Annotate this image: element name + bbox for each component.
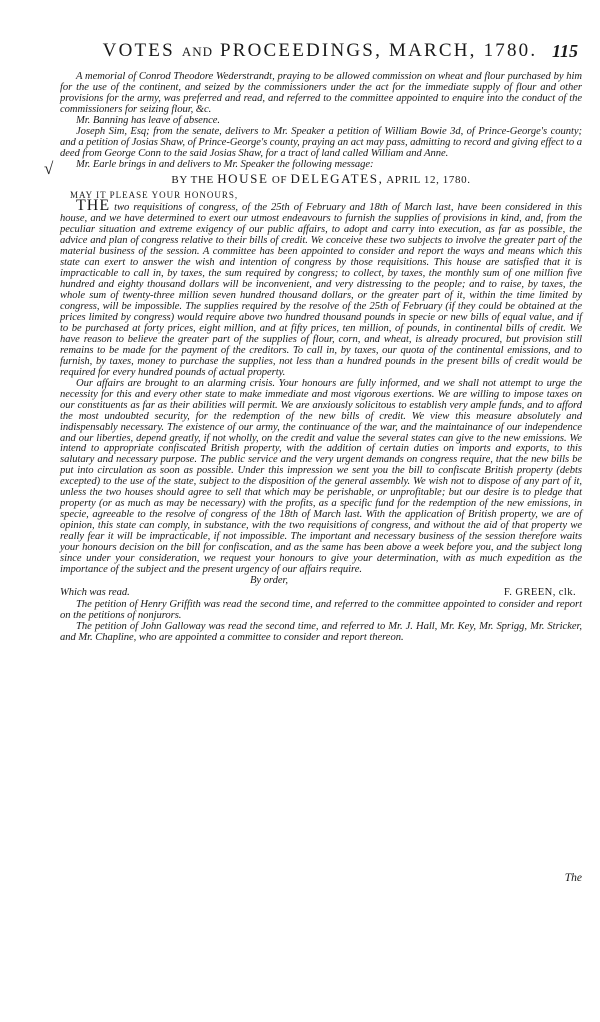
message-paragraph-2: Our affairs are brought to an alarming crisis. Your honours are fully informed, and we shall not attempt to urge the necessity for this and every other state to make immediate and most vigorous exertions. We are willing to impose taxes on our constituents as far as their abilities will permit. We are anxiously solicitous to establish very ample funds, and to afford the most undoubted security, for the redemption of the new bills of credit. We view this measure absolutely and indispensably necessary. The existence of our army, the continuance of the war, and the maintainance of our independence and our liberties, depend greatly, if not wholly, on the credit and value the several states can give to the new emissions. We intend to appropriate confiscated British property, with the addition of certain duties on imports and exports, to this salutary and necessary purpose. The public service and the very urgent demands on congress require, that the new bills be put into circulation as soon as possible. Under this impression we sent you the bill to confiscate British property (debts excepted) to the use of the state, subject to the disposition of the general assembly. We wish not to dispose of any part of it, unless the two houses should agree to sell that which may be perishable, or unprofitable; but our desire is to pledge that property (or as much as may be necessary) with the profits, as a specific fund for the redemption of the new emissions, in specie, agreeable to the resolve of congress of the 18th of March last. With the application of British property, we are of opinion, this state can comply, in substance, with the two requisitions of congress, and without the aid of that property we really fear it will be impracticable, if not impossible. The important and necessary business of the session therefore waits your honours decision on the bill for confiscation, and as the same has been above a week before you, and the subject long since under your consideration, we request your honours to give your determination, with as much expedition as the importance of the subject and the present urgency of our affairs require. [60,377,582,575]
message-of: OF [271,173,288,186]
clerk-signature: F. GREEN, clk. [503,586,576,598]
salutation: MAY IT PLEASE YOUR HONOURS, [70,189,239,200]
message-by-the: BY THE [171,173,214,186]
message-house: HOUSE [217,170,269,186]
running-date: MARCH, 1780. [388,40,538,61]
paragraph-memorial: A memorial of Conrod Theodore Wederstrandt, praying to be allowed commission on wheat and flour purchased by him for the use of the continent, and seized by the commissioners under the act for the immediate supply of flour and other provisions for the army, was preferred and read, and referred to the committee appointed to enquire into the conduct of the commissioners for seizing flour, &c. [60,71,582,115]
paragraph-griffith-petition: The petition of Henry Griffith was read the second time, and referred to the committee appointed to consider and report on the petitions of nonjurors. [60,598,582,621]
message-date: APRIL 12, 1780. [386,173,471,186]
running-title [100,40,540,62]
which-was-read: Which was read. [60,586,130,598]
paragraph-senate-petition: Joseph Sim, Esq; from the senate, delivers to Mr. Speaker a petition of William Bowie 3d, of Prince-George's county; and a petition of Josias Shaw, of Prince-George's county, praying an act may pass, admitting to record and giving effect to a deed from George Conn to the said Josias Shaw, for a tract of land called William and Anne. [60,125,582,159]
paragraph-leave: Mr. Banning has leave of absence. [76,114,220,126]
paragraph-galloway-petition: The petition of John Galloway was read the second time, and referred to Mr. J. Hall, Mr. Key, Mr. Sprigg, Mr. Stricker, and Mr. Chapline, who are appointed a committee to consider and report thereon. [60,620,582,643]
check-mark: √ [44,158,54,178]
drop-cap: THE [76,197,111,215]
paragraph-message-intro: Mr. Earle brings in and delivers to Mr. Speaker the following message: [76,158,374,170]
catchword: The [564,872,582,884]
title-votes: VOTES [102,40,175,61]
by-order: By order, [250,574,288,586]
message-delegates: DELEGATES, [290,170,384,186]
message-paragraph-1 [60,197,582,378]
title-proceedings: PROCEEDINGS, [219,40,383,61]
message-paragraph-1-text: two requisitions of congress, of the 25th of February and 18th of March last, have been considered in this house, and we have determined to exert our utmost endeavours to furnish the supplies of provisions in kind, and, from the peculiar situation and extreme exigency of our public affairs, to adopt and carry into execution, as far as possible, the advice and plan of congress relative to their bills of credit. We conceive these two subjects to involve the greater part of the material business of the session. A committee has been appointed to consider and report the ways and means which this state can exert to answer the wish and intention of congress by those requisitions. This house are satisfied that it is impracticable to call in, by taxes, the sum required by congress; to collect, by taxes, the monthly sum of one million five hundred and eighty thousand dollars will be inconvenient, and very distressing to the people; and to raise, by taxes, the whole sum of twenty-three million seven hundred thousand dollars, or the greater part of it, within the time limited by congress, will be impossible. The supplies required by the resolve of the 25th of February (if they could be obtained at the prices limited by congress) would require above two hundred thousand pounds in specie or new bills of equal value, and if to be purchased at forty prices, eight million, and at fifty prices, ten million, of pounds, in continental bills of credit. We have reason to believe the greater part of the supplies of flour, corn, and wheat, is already procured, but provision still remains to be made for the payment of the creditors. To call in, by taxes, our quota of the continental emissions, and to furnish, by taxes, money to purchase the supplies, not less than a hundred pounds in the present bills of credit would be required for every hundred pounds of actual property. [60,202,582,378]
body-text [44,71,582,644]
running-head [100,40,578,66]
page-number: 115 [551,41,578,61]
title-and: AND [181,44,214,59]
signature-block [60,576,582,600]
